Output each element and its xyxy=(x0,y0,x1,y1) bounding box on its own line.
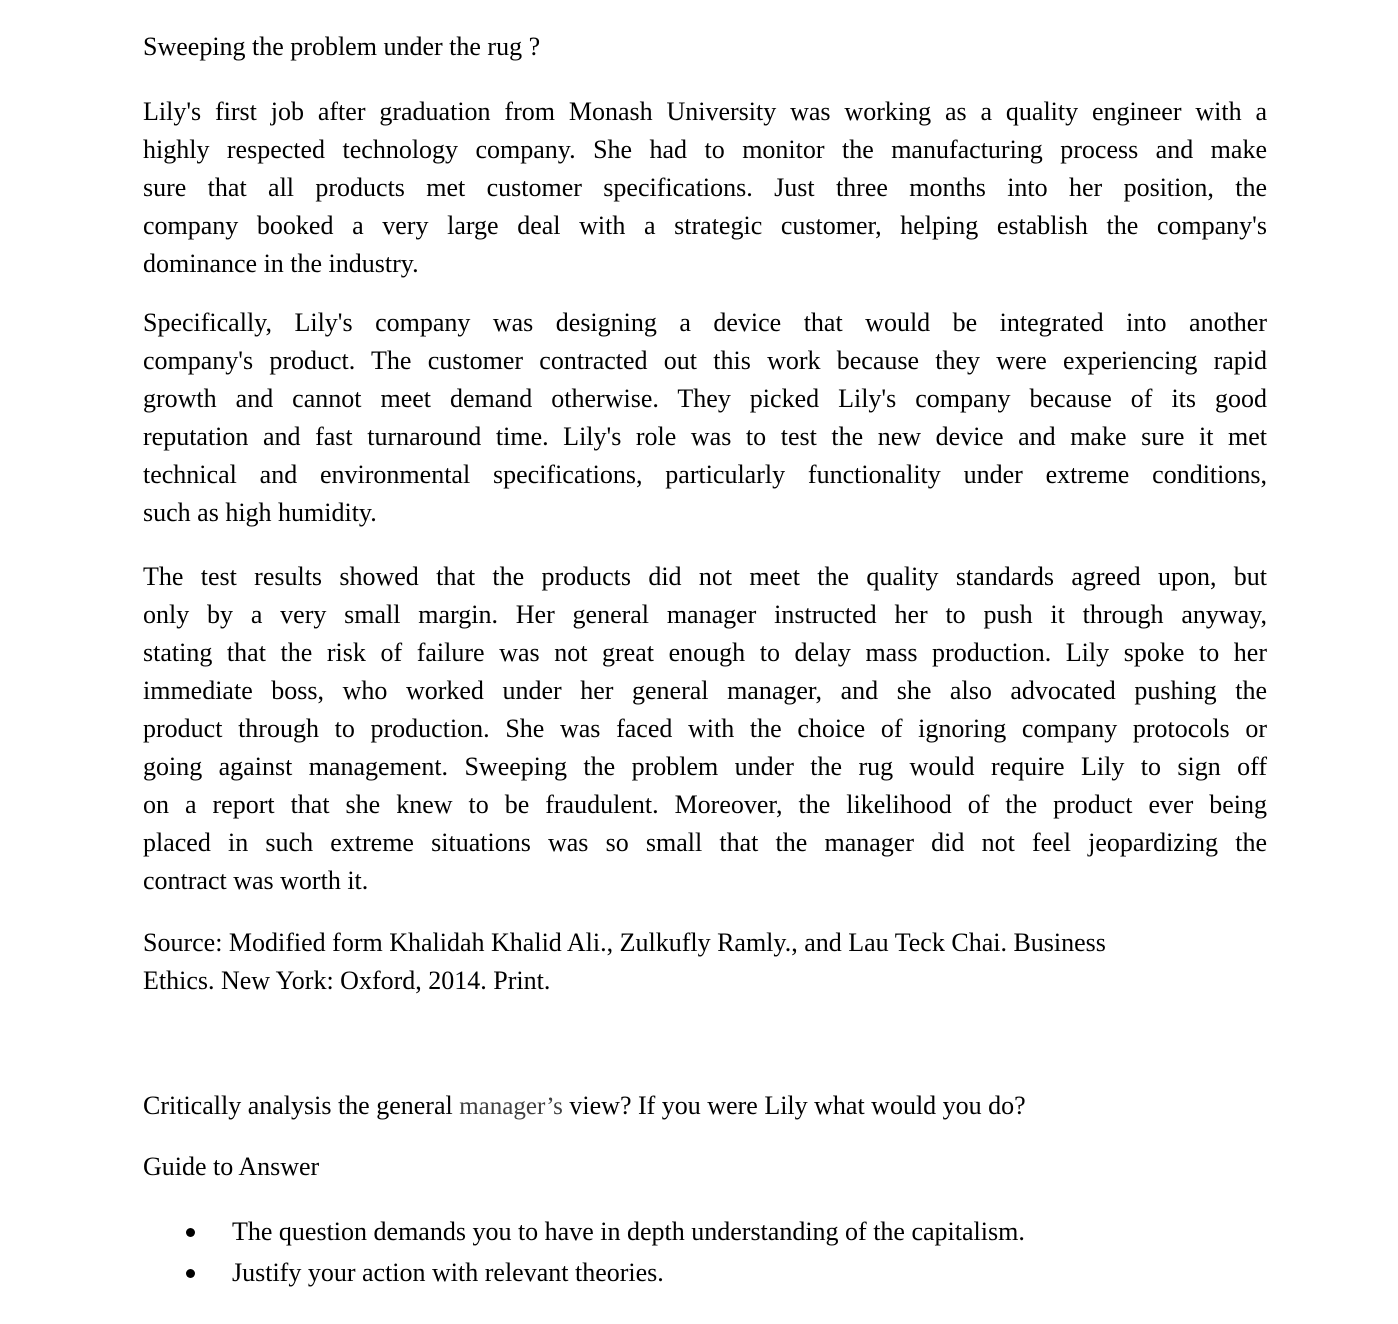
paragraph-line: immediate boss, who worked under her general manager, and she also advocated pushing the xyxy=(143,676,1267,705)
question-highlight: manager’s xyxy=(459,1093,563,1120)
paragraph-line: reputation and fast turnaround time. Lily's role was to test the new device and make sure it met xyxy=(143,422,1267,451)
paragraph-line: dominance in the industry. xyxy=(143,249,419,278)
source-line: Ethics. New York: Oxford, 2014. Print. xyxy=(143,966,551,995)
case-paragraph-1 xyxy=(143,93,1267,283)
bullet-item xyxy=(143,1254,1267,1292)
bullet-item xyxy=(143,1213,1267,1251)
paragraph-line: product through to production. She was faced with the choice of ignoring company protocols or xyxy=(143,714,1267,743)
paragraph-line: growth and cannot meet demand otherwise. They picked Lily's company because of its good xyxy=(143,384,1267,413)
source-line: Source: Modified form Khalidah Khalid Ali., Zulkufly Ramly., and Lau Teck Chai. Business xyxy=(143,928,1106,957)
paragraph-line: going against management. Sweeping the problem under the rug would require Lily to sign off xyxy=(143,752,1267,781)
source-citation xyxy=(143,924,1267,1000)
paragraph-line: technical and environmental specifications, particularly functionality under extreme conditions, xyxy=(143,460,1267,489)
bullet-list xyxy=(143,1213,1267,1292)
paragraph-line: sure that all products met customer specifications. Just three months into her position, the xyxy=(143,173,1267,202)
paragraph-line: company's product. The customer contracted out this work because they were experiencing rapid xyxy=(143,346,1267,375)
bullet-text: The question demands you to have in depth understanding of the capitalism. xyxy=(232,1217,1025,1246)
paragraph-line: such as high humidity. xyxy=(143,498,377,527)
bullet-text: Justify your action with relevant theories. xyxy=(232,1258,664,1287)
bullet-marker xyxy=(186,1269,195,1278)
paragraph-line: on a report that she knew to be fraudulent. Moreover, the likelihood of the product ever being xyxy=(143,790,1267,819)
question-text-before: Critically analysis the general xyxy=(143,1091,460,1120)
question-text-after: view? If you were Lily what would you do? xyxy=(562,1091,1026,1120)
paragraph-line: company booked a very large deal with a strategic customer, helping establish the company's xyxy=(143,211,1267,240)
question-line xyxy=(143,1087,1267,1125)
guide-heading: Guide to Answer xyxy=(143,1152,320,1181)
paragraph-line: only by a very small margin. Her general manager instructed her to push it through anyway, xyxy=(143,600,1267,629)
paragraph-line: Specifically, Lily's company was designing a device that would be integrated into another xyxy=(143,308,1267,337)
document-heading: Sweeping the problem under the rug ? xyxy=(143,32,541,61)
paragraph-line: placed in such extreme situations was so small that the manager did not feel jeopardizing the xyxy=(143,828,1267,857)
bullet-marker xyxy=(186,1228,195,1237)
paragraph-line: contract was worth it. xyxy=(143,866,369,895)
paragraph-line: highly respected technology company. She had to monitor the manufacturing process and make xyxy=(143,135,1267,164)
paragraph-line: stating that the risk of failure was not great enough to delay mass production. Lily spoke to her xyxy=(143,638,1267,667)
case-paragraph-3 xyxy=(143,558,1267,900)
paragraph-line: Lily's first job after graduation from Monash University was working as a quality engineer with a xyxy=(143,97,1267,126)
case-paragraph-2 xyxy=(143,304,1267,532)
paragraph-line: The test results showed that the products did not meet the quality standards agreed upon, but xyxy=(143,562,1267,591)
